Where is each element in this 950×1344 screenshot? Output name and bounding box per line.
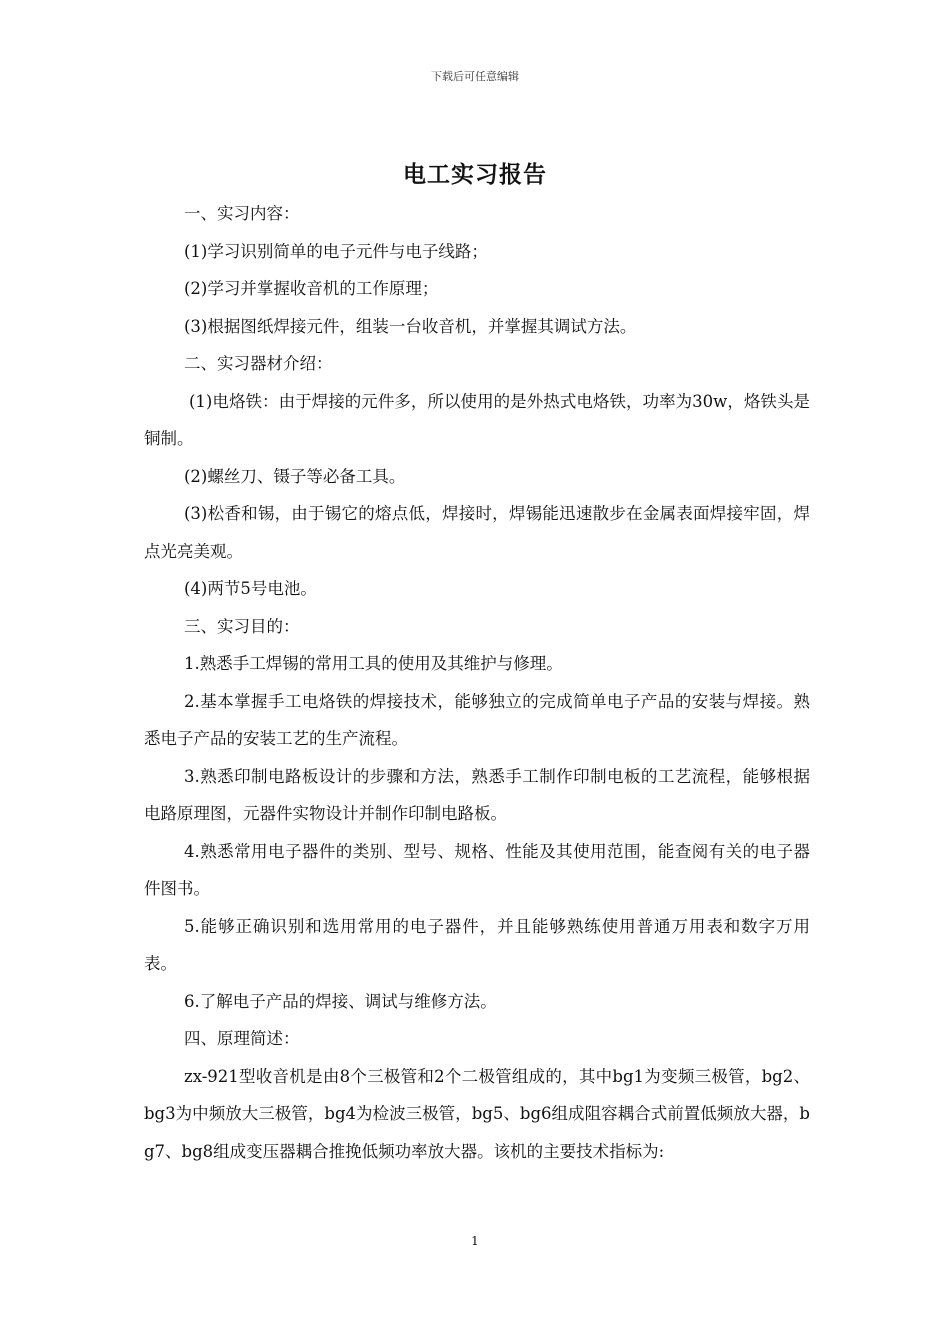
equipment-item-4: (4)两节5号电池。: [184, 579, 317, 598]
objective-item-4: 4.熟悉常用电子器件的类别、型号、规格、性能及其使用范围，能查阅有关的电子器件图书。: [144, 841, 810, 898]
objective-item-2: 2.基本掌握手工电烙铁的焊接技术，能够独立的完成简单电子产品的安装与焊接。熟悉电子产品的安装工艺的生产流程。: [144, 691, 810, 748]
equipment-item-2: (2)螺丝刀、镊子等必备工具。: [184, 466, 406, 486]
equipment-item-3: (3)松香和锡，由于锡它的熔点低，焊接时，焊锡能迅速散步在金属表面焊接牢固，焊点光亮美观。: [144, 504, 810, 561]
section-heading-content: 一、实习内容：: [184, 204, 300, 223]
section-heading-equipment: 二、实习器材介绍：: [184, 354, 333, 373]
content-item-3: (3)根据图纸焊接元件，组装一台收音机，并掌握其调试方法。: [184, 316, 637, 336]
header-note: 下载后可任意编辑: [431, 70, 519, 83]
objective-item-3: 3.熟悉印制电路板设计的步骤和方法，熟悉手工制作印制电板的工艺流程，能够根据电路原理图，元器件实物设计并制作印制电路板。: [144, 766, 810, 823]
page-title: 电工实习报告: [403, 161, 547, 188]
section-heading-principle: 四、原理简述：: [184, 1029, 300, 1048]
principle-paragraph: zx-921型收音机是由8个三极管和2个二极管组成的，其中bg1为变频三极管，bg2、bg3为中频放大三极管，bg4为检波三极管，bg5、bg6组成阻容耦合式前置低频放大器，bg7、bg8组成变压器耦合推挽低频功率放大器。该机的主要技术指标为:: [144, 1066, 810, 1161]
section-heading-objectives: 三、实习目的：: [184, 616, 300, 636]
document-body: [144, 195, 810, 1170]
objective-item-5: 5.能够正确识别和选用常用的电子器件，并且能够熟练使用普通万用表和数字万用表。: [144, 916, 810, 973]
objective-item-1: 1.熟悉手工焊锡的常用工具的使用及其维护与修理。: [184, 654, 563, 673]
objective-item-6: 6.了解电子产品的焊接、调试与维修方法。: [184, 991, 497, 1011]
equipment-item-1: (1)电烙铁：由于焊接的元件多，所以使用的是外热式电烙铁，功率为30w，烙铁头是铜制。: [144, 391, 810, 448]
page-number: 1: [471, 1234, 479, 1248]
content-item-1: (1)学习识别简单的电子元件与电子线路；: [184, 241, 488, 261]
content-item-2: (2)学习并掌握收音机的工作原理；: [184, 279, 439, 298]
